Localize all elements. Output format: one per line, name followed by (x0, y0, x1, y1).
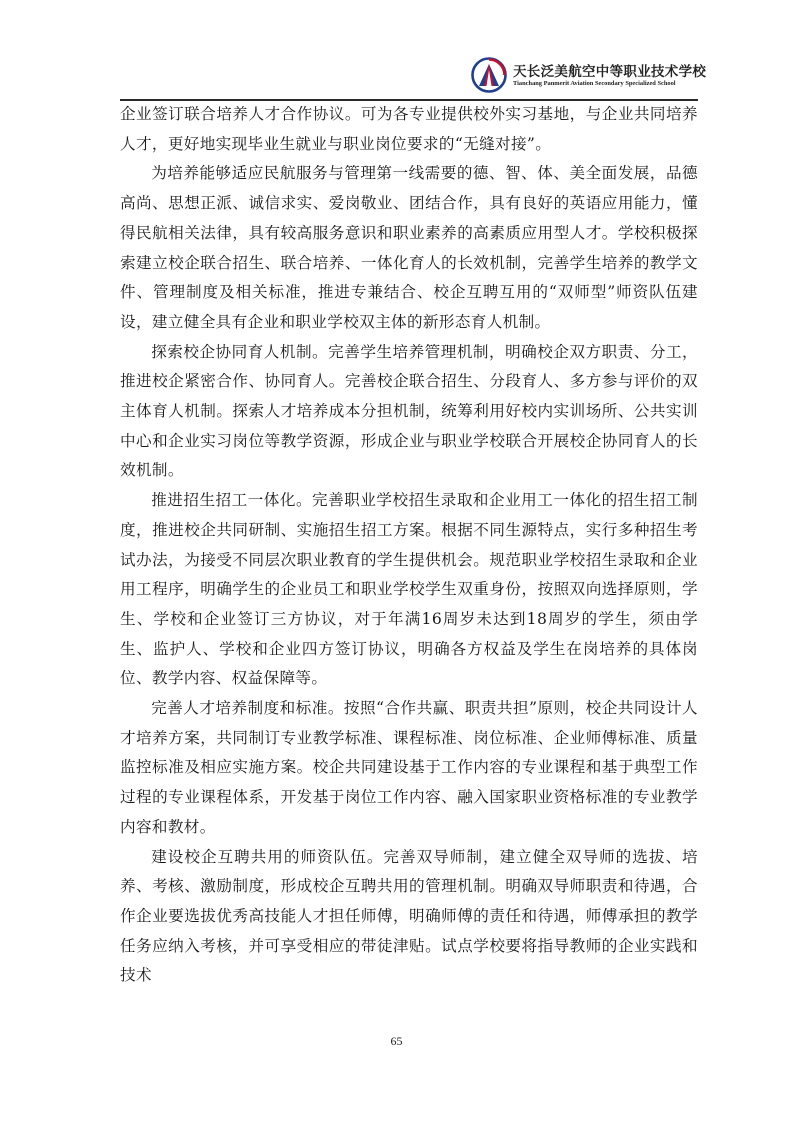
school-name-english: Tianchang Panmerit Aviation Secondary Specialized School (513, 80, 676, 87)
school-emblem-icon (471, 57, 507, 93)
page-number: 65 (390, 1034, 403, 1048)
document-body (120, 100, 698, 991)
page-header (0, 0, 793, 100)
school-name-chinese: 天长泛美航空中等职业技术学校 (513, 64, 707, 80)
paragraph-continued: 企业签订联合培养人才合作协议。可为各专业提供校外实习基地，与企业共同培养人才，更好地实现毕业生就业与职业岗位要求的“无缝对接”。 (120, 105, 698, 153)
paragraph-teaching-staff: 建设校企互聘共用的师资队伍。完善双导师制，建立健全双导师的选拔、培养、考核、激励制度，形成校企互聘共用的管理机制。明确双导师职责和待遇，合作企业要选拔优秀高技能人才担任师傅，明确师傅的责任和待遇，师傅承担的教学任务应纳入考核，并可享受相应的带徒津贴。试点学校要将指导教师的企业实践和技术 (120, 847, 698, 985)
paragraph-collaborative-education: 探索校企协同育人机制。完善学生培养管理机制，明确校企双方职责、分工，推进校企紧密合作、协同育人。完善校企联合招生、分段育人、多方参与评价的双主体育人机制。探索人才培养成本分担机制，统筹利用好校内实训场所、公共实训中心和企业实习岗位等教学资源，形成企业与职业学校联合开展校企协同育人的长效机制。 (120, 342, 698, 480)
paragraph-training-standards: 完善人才培养制度和标准。按照“合作共赢、职责共担”原则，校企共同设计人才培养方案，共同制订专业教学标准、课程标准、岗位标准、企业师傅标准、质量监控标准及相应实施方案。校企共同建设基于工作内容的专业课程和基于典型工作过程的专业课程体系，开发基于岗位工作内容、融入国家职业资格标准的专业教学内容和教材。 (120, 699, 698, 836)
paragraph-enrollment-recruitment: 推进招生招工一体化。完善职业学校招生录取和企业用工一体化的招生招工制度，推进校企共同研制、实施招生招工方案。根据不同生源特点，实行多种招生考试办法，为接受不同层次职业教育的学生提供机会。规范职业学校招生录取和企业用工程序，明确学生的企业员工和职业学校学生双重身份，按照双向选择原则，学生、学校和企业签订三方协议，对于年满16周岁未达到18周岁的学生，须由学生、监护人、学校和企业四方签订协议，明确各方权益及学生在岗培养的具体岗位、教学内容、权益保障等。 (120, 491, 698, 688)
paragraph-training-goals: 为培养能够适应民航服务与管理第一线需要的德、智、体、美全面发展，品德高尚、思想正派、诚信求实、爱岗敬业、团结合作，具有良好的英语应用能力，懂得民航相关法律，具有较高服务意识和职业素养的高素质应用型人才。学校积极探索建立校企联合招生、联合培养、一体化育人的长效机制，完善学生培养的教学文件、管理制度及相关标准，推进专兼结合、校企互聘互用的“双师型”师资队伍建设，建立健全具有企业和职业学校双主体的新形态育人机制。 (120, 164, 698, 331)
